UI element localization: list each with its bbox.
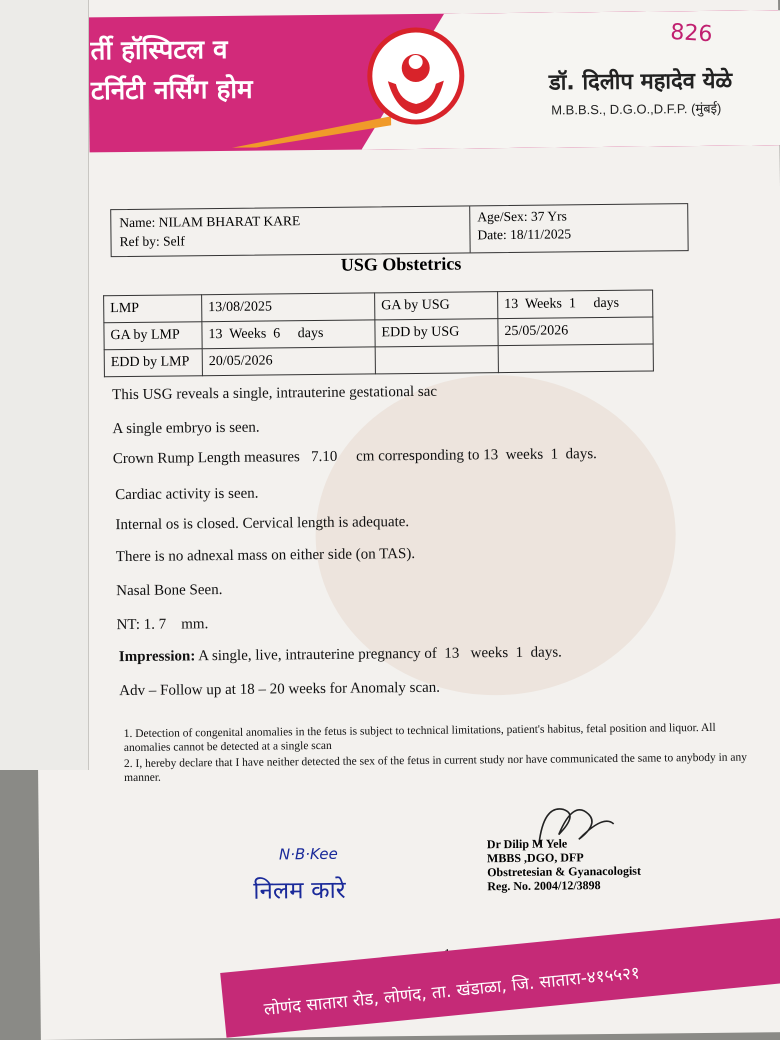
ga-lmp-label: GA by LMP: [104, 322, 202, 350]
signatory-reg: Reg. No. 2004/12/3898: [487, 878, 601, 894]
signature-block: [487, 836, 641, 894]
finding-line: Nasal Bone Seen.: [116, 582, 223, 600]
impression-label: Impression:: [118, 648, 196, 666]
lmp-label: LMP: [104, 295, 202, 323]
report-title: USG Obstetrics: [340, 253, 462, 275]
patient-box-divider: [469, 206, 470, 252]
edd-lmp-value: 20/05/2026: [202, 347, 375, 376]
ref-label: Ref by:: [119, 233, 160, 250]
signatory-name: Dr Dilip M Yele: [486, 836, 568, 852]
patient-name: NILAM BHARAT KARE: [158, 213, 301, 230]
finding-line: Crown Rump Length measures 7.10 cm corresponding to 13 weeks 1 days.: [112, 446, 597, 468]
disclaimer-note-1: 1. Detection of congenital anomalies in the fetus is subject to technical limitations, patient's habitus, fetal position and liquor. All anomalies cannot be detected at a single scan: [123, 721, 716, 755]
hospital-name-line2: टर्निटी नर्सिंग होम: [90, 74, 253, 107]
edd-usg-label: EDD by USG: [375, 319, 498, 347]
doctor-header-name: डॉ. दिलीप महादेव येळे: [548, 68, 733, 96]
ref-value: Self: [162, 233, 185, 249]
footer-address: लोणंद सातारा रोड, लोणंद, ता. खंडाळा, जि. सातारा-४१५५२१: [263, 963, 641, 1020]
lmp-value: 13/08/2025: [202, 293, 375, 322]
finding-line: NT: 1. 7 mm.: [116, 616, 209, 634]
signatory-title: Obstretesian & Gyanacologist: [487, 863, 642, 880]
folded-page-edge: [0, 0, 89, 770]
edd-usg-value: 25/05/2026: [498, 317, 653, 346]
handwritten-initials: N·B·Kee: [278, 844, 338, 864]
age-label: Age/Sex:: [477, 208, 528, 225]
disclaimer-note-2: 2. I, hereby declare that I have neither detected the sex of the fetus in current study nor have communicated the same to anybody in any manner.: [123, 751, 748, 785]
date-label: Date:: [477, 227, 507, 243]
advice-line: Adv – Follow up at 18 – 20 weeks for Anomaly scan.: [119, 679, 441, 700]
footer-band: [220, 916, 780, 1037]
patient-age: 37 Yrs: [530, 208, 567, 224]
edd-lmp-label: EDD by LMP: [104, 349, 202, 377]
signatory-degrees: MBBS ,DGO, DFP: [486, 850, 584, 866]
finding-line: Internal os is closed. Cervical length is adequate.: [115, 514, 410, 534]
name-label: Name:: [119, 214, 156, 231]
handwritten-name: निलम कारे: [253, 875, 346, 905]
stamp-number: 826: [669, 19, 714, 48]
doctor-header-qualifications: M.B.B.S., D.G.O.,D.F.P. (मुंबई): [551, 100, 722, 118]
report-date: 18/11/2025: [510, 226, 572, 242]
hospital-name-line1: र्ती हॉस्पिटल व: [90, 34, 228, 67]
hospital-logo-icon: [365, 25, 466, 126]
patient-box: [110, 203, 688, 257]
ga-usg-label: GA by USG: [375, 292, 498, 320]
finding-line: This USG reveals a single, intrauterine gestational sac: [112, 383, 438, 404]
ga-lmp-value: 13 Weeks 6 days: [202, 320, 375, 349]
finding-line: There is no adnexal mass on either side (on TAS).: [115, 545, 416, 566]
finding-line: A single embryo is seen.: [112, 419, 260, 438]
report-page: [30, 0, 780, 1040]
impression-text: A single, live, intrauterine pregnancy of 13 weeks 1 days.: [198, 644, 562, 665]
dates-table: [103, 289, 654, 377]
finding-line: Cardiac activity is seen.: [115, 485, 259, 504]
ga-usg-value: 13 Weeks 1 days: [498, 290, 653, 319]
